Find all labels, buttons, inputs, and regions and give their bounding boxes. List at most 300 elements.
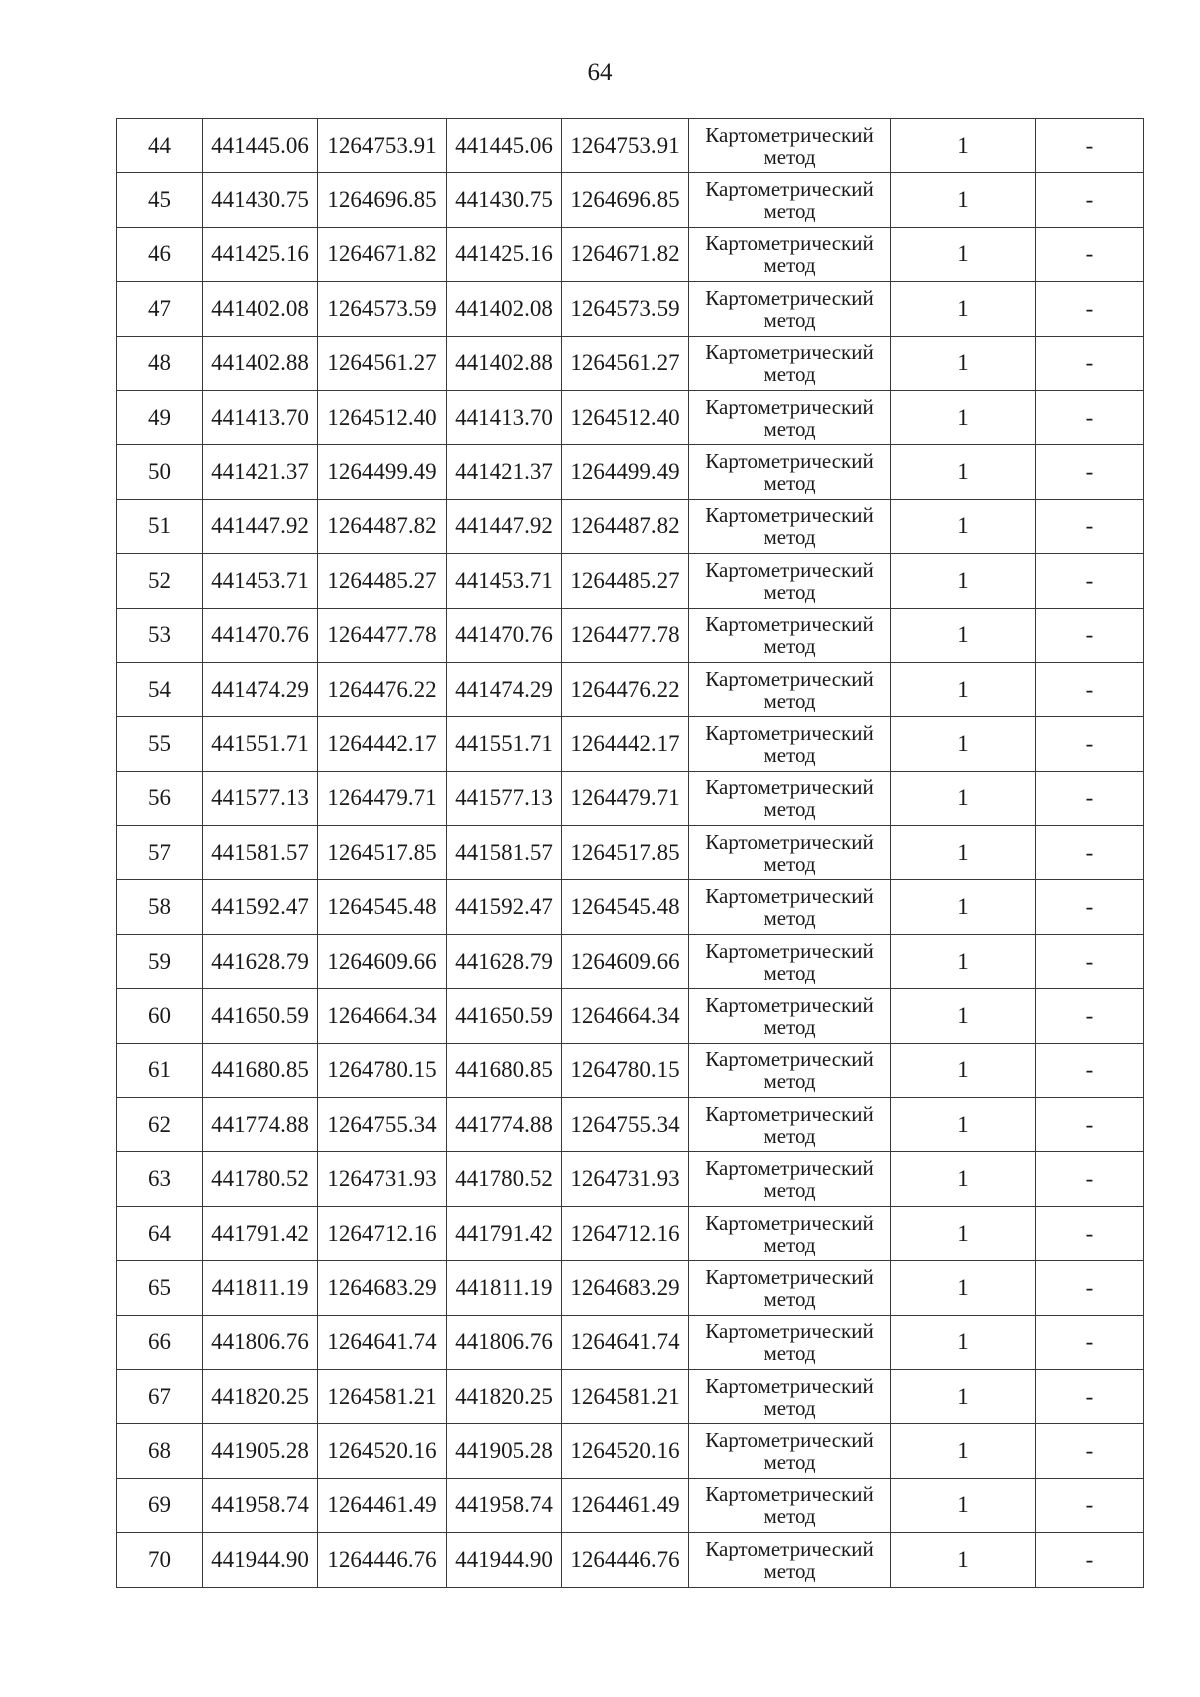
- method-line-2: метод: [763, 688, 816, 713]
- accuracy-cell: 1: [891, 608, 1036, 662]
- y-existing-cell: 1264671.82: [318, 227, 447, 281]
- method-line-2: метод: [763, 851, 816, 876]
- x-existing-cell: 441806.76: [203, 1315, 318, 1369]
- method-line-2: метод: [763, 797, 816, 822]
- method-cell: [689, 826, 891, 880]
- accuracy-cell: 1: [891, 554, 1036, 608]
- point-number-cell: 70: [117, 1533, 203, 1587]
- method-cell: [689, 390, 891, 444]
- x-new-cell: 441551.71: [447, 717, 562, 771]
- method-line-1: Картометрический: [705, 938, 874, 963]
- x-existing-cell: 441447.92: [203, 499, 318, 553]
- x-new-cell: 441650.59: [447, 989, 562, 1043]
- accuracy-cell: 1: [891, 499, 1036, 553]
- y-existing-cell: 1264664.34: [318, 989, 447, 1043]
- method-line-1: Картометрический: [705, 1047, 874, 1072]
- x-existing-cell: 441592.47: [203, 880, 318, 934]
- method-line-2: метод: [763, 144, 816, 169]
- note-cell: -: [1036, 282, 1144, 336]
- table-row: [117, 717, 1144, 771]
- method-cell: [689, 499, 891, 553]
- note-cell: -: [1036, 608, 1144, 662]
- accuracy-cell: 1: [891, 282, 1036, 336]
- accuracy-cell: 1: [891, 119, 1036, 173]
- accuracy-cell: 1: [891, 880, 1036, 934]
- note-cell: -: [1036, 771, 1144, 825]
- method-line-1: Картометрический: [705, 1156, 874, 1181]
- x-existing-cell: 441577.13: [203, 771, 318, 825]
- x-existing-cell: 441650.59: [203, 989, 318, 1043]
- accuracy-cell: 1: [891, 1098, 1036, 1152]
- point-number-cell: 66: [117, 1315, 203, 1369]
- table-row: [117, 282, 1144, 336]
- y-new-cell: 1264671.82: [562, 227, 689, 281]
- method-line-1: Картометрический: [705, 612, 874, 637]
- method-line-1: Картометрический: [705, 884, 874, 909]
- y-new-cell: 1264641.74: [562, 1315, 689, 1369]
- method-line-2: метод: [763, 362, 816, 387]
- table-row: [117, 390, 1144, 444]
- point-number-cell: 69: [117, 1478, 203, 1532]
- method-line-1: Картометрический: [705, 1482, 874, 1507]
- page-number: 64: [587, 59, 613, 86]
- y-existing-cell: 1264780.15: [318, 1043, 447, 1097]
- method-cell: [689, 1424, 891, 1478]
- point-number-cell: 61: [117, 1043, 203, 1097]
- point-number-cell: 49: [117, 390, 203, 444]
- y-new-cell: 1264477.78: [562, 608, 689, 662]
- method-cell: [689, 1098, 891, 1152]
- method-line-2: метод: [763, 307, 816, 332]
- point-number-cell: 46: [117, 227, 203, 281]
- method-cell: [689, 717, 891, 771]
- table-row: [117, 1478, 1144, 1532]
- point-number-cell: 65: [117, 1261, 203, 1315]
- table-row: [117, 336, 1144, 390]
- x-existing-cell: 441680.85: [203, 1043, 318, 1097]
- method-line-1: Картометрический: [705, 122, 874, 147]
- y-existing-cell: 1264573.59: [318, 282, 447, 336]
- y-new-cell: 1264499.49: [562, 445, 689, 499]
- x-new-cell: 441413.70: [447, 390, 562, 444]
- x-new-cell: 441628.79: [447, 934, 562, 988]
- note-cell: -: [1036, 826, 1144, 880]
- y-new-cell: 1264561.27: [562, 336, 689, 390]
- note-cell: -: [1036, 1315, 1144, 1369]
- note-cell: -: [1036, 1261, 1144, 1315]
- accuracy-cell: 1: [891, 662, 1036, 716]
- method-cell: [689, 1152, 891, 1206]
- method-cell: [689, 336, 891, 390]
- note-cell: -: [1036, 934, 1144, 988]
- x-new-cell: 441780.52: [447, 1152, 562, 1206]
- x-existing-cell: 441944.90: [203, 1533, 318, 1587]
- table-row: [117, 227, 1144, 281]
- point-number-cell: 52: [117, 554, 203, 608]
- x-existing-cell: 441820.25: [203, 1369, 318, 1423]
- point-number-cell: 57: [117, 826, 203, 880]
- method-line-1: Картометрический: [705, 503, 874, 528]
- note-cell: -: [1036, 1043, 1144, 1097]
- method-line-2: метод: [763, 1286, 816, 1311]
- x-new-cell: 441806.76: [447, 1315, 562, 1369]
- table-row: [117, 554, 1144, 608]
- method-line-1: Картометрический: [705, 666, 874, 691]
- x-existing-cell: 441474.29: [203, 662, 318, 716]
- accuracy-cell: 1: [891, 989, 1036, 1043]
- note-cell: -: [1036, 1478, 1144, 1532]
- method-line-2: метод: [763, 1450, 816, 1475]
- point-number-cell: 45: [117, 173, 203, 227]
- table-row: [117, 662, 1144, 716]
- method-line-1: Картометрический: [705, 775, 874, 800]
- table-row: [117, 989, 1144, 1043]
- accuracy-cell: 1: [891, 1369, 1036, 1423]
- point-number-cell: 53: [117, 608, 203, 662]
- x-new-cell: 441905.28: [447, 1424, 562, 1478]
- method-line-2: метод: [763, 1069, 816, 1094]
- x-existing-cell: 441628.79: [203, 934, 318, 988]
- note-cell: -: [1036, 989, 1144, 1043]
- point-number-cell: 58: [117, 880, 203, 934]
- y-new-cell: 1264487.82: [562, 499, 689, 553]
- y-new-cell: 1264517.85: [562, 826, 689, 880]
- table-row: [117, 771, 1144, 825]
- method-line-2: метод: [763, 416, 816, 441]
- point-number-cell: 55: [117, 717, 203, 771]
- point-number-cell: 47: [117, 282, 203, 336]
- accuracy-cell: 1: [891, 1478, 1036, 1532]
- point-number-cell: 44: [117, 119, 203, 173]
- x-new-cell: 441944.90: [447, 1533, 562, 1587]
- note-cell: -: [1036, 499, 1144, 553]
- table-row: [117, 1533, 1144, 1587]
- y-existing-cell: 1264755.34: [318, 1098, 447, 1152]
- y-new-cell: 1264446.76: [562, 1533, 689, 1587]
- point-number-cell: 51: [117, 499, 203, 553]
- y-existing-cell: 1264499.49: [318, 445, 447, 499]
- note-cell: -: [1036, 554, 1144, 608]
- note-cell: -: [1036, 173, 1144, 227]
- x-new-cell: 441402.08: [447, 282, 562, 336]
- method-line-2: метод: [763, 253, 816, 278]
- method-cell: [689, 445, 891, 499]
- y-new-cell: 1264753.91: [562, 119, 689, 173]
- table-body: [117, 119, 1144, 1588]
- y-new-cell: 1264683.29: [562, 1261, 689, 1315]
- method-cell: [689, 227, 891, 281]
- accuracy-cell: 1: [891, 227, 1036, 281]
- table-row: [117, 1206, 1144, 1260]
- coordinates-table: [116, 118, 1144, 1588]
- x-new-cell: 441402.88: [447, 336, 562, 390]
- method-line-2: метод: [763, 579, 816, 604]
- accuracy-cell: 1: [891, 1261, 1036, 1315]
- x-new-cell: 441680.85: [447, 1043, 562, 1097]
- table-row: [117, 119, 1144, 173]
- method-line-2: метод: [763, 1178, 816, 1203]
- table-row: [117, 1043, 1144, 1097]
- x-existing-cell: 441470.76: [203, 608, 318, 662]
- table-row: [117, 880, 1144, 934]
- note-cell: -: [1036, 1533, 1144, 1587]
- y-existing-cell: 1264477.78: [318, 608, 447, 662]
- y-existing-cell: 1264461.49: [318, 1478, 447, 1532]
- x-new-cell: 441592.47: [447, 880, 562, 934]
- method-line-1: Картометрический: [705, 1428, 874, 1453]
- table-row: [117, 1424, 1144, 1478]
- table-row: [117, 934, 1144, 988]
- method-line-2: метод: [763, 1504, 816, 1529]
- table-row: [117, 499, 1144, 553]
- y-new-cell: 1264485.27: [562, 554, 689, 608]
- x-new-cell: 441470.76: [447, 608, 562, 662]
- x-new-cell: 441447.92: [447, 499, 562, 553]
- x-new-cell: 441453.71: [447, 554, 562, 608]
- table-row: [117, 1369, 1144, 1423]
- y-existing-cell: 1264476.22: [318, 662, 447, 716]
- x-new-cell: 441445.06: [447, 119, 562, 173]
- method-cell: [689, 282, 891, 336]
- method-cell: [689, 608, 891, 662]
- x-existing-cell: 441402.88: [203, 336, 318, 390]
- method-line-1: Картометрический: [705, 1536, 874, 1561]
- table-row: [117, 608, 1144, 662]
- x-existing-cell: 441780.52: [203, 1152, 318, 1206]
- point-number-cell: 67: [117, 1369, 203, 1423]
- table-row: [117, 826, 1144, 880]
- method-cell: [689, 1478, 891, 1532]
- note-cell: -: [1036, 880, 1144, 934]
- y-new-cell: 1264512.40: [562, 390, 689, 444]
- point-number-cell: 50: [117, 445, 203, 499]
- accuracy-cell: 1: [891, 1206, 1036, 1260]
- x-new-cell: 441581.57: [447, 826, 562, 880]
- method-line-2: метод: [763, 634, 816, 659]
- y-existing-cell: 1264581.21: [318, 1369, 447, 1423]
- x-new-cell: 441577.13: [447, 771, 562, 825]
- y-new-cell: 1264755.34: [562, 1098, 689, 1152]
- x-existing-cell: 441958.74: [203, 1478, 318, 1532]
- method-line-2: метод: [763, 1232, 816, 1257]
- y-existing-cell: 1264485.27: [318, 554, 447, 608]
- y-new-cell: 1264780.15: [562, 1043, 689, 1097]
- method-line-2: метод: [763, 960, 816, 985]
- x-existing-cell: 441425.16: [203, 227, 318, 281]
- y-existing-cell: 1264442.17: [318, 717, 447, 771]
- y-new-cell: 1264520.16: [562, 1424, 689, 1478]
- method-line-1: Картометрический: [705, 1264, 874, 1289]
- y-new-cell: 1264712.16: [562, 1206, 689, 1260]
- x-existing-cell: 441445.06: [203, 119, 318, 173]
- method-line-1: Картометрический: [705, 720, 874, 745]
- table-row: [117, 445, 1144, 499]
- y-existing-cell: 1264487.82: [318, 499, 447, 553]
- y-new-cell: 1264545.48: [562, 880, 689, 934]
- note-cell: -: [1036, 1424, 1144, 1478]
- method-line-1: Картометрический: [705, 1210, 874, 1235]
- note-cell: -: [1036, 390, 1144, 444]
- x-existing-cell: 441774.88: [203, 1098, 318, 1152]
- method-line-1: Картометрический: [705, 449, 874, 474]
- x-new-cell: 441774.88: [447, 1098, 562, 1152]
- method-line-1: Картометрический: [705, 231, 874, 256]
- y-existing-cell: 1264696.85: [318, 173, 447, 227]
- y-new-cell: 1264664.34: [562, 989, 689, 1043]
- method-line-1: Картометрический: [705, 557, 874, 582]
- y-existing-cell: 1264517.85: [318, 826, 447, 880]
- accuracy-cell: 1: [891, 1152, 1036, 1206]
- accuracy-cell: 1: [891, 445, 1036, 499]
- y-new-cell: 1264609.66: [562, 934, 689, 988]
- table-row: [117, 1152, 1144, 1206]
- method-line-2: метод: [763, 525, 816, 550]
- y-existing-cell: 1264609.66: [318, 934, 447, 988]
- method-line-2: метод: [763, 906, 816, 931]
- method-line-2: метод: [763, 471, 816, 496]
- y-existing-cell: 1264712.16: [318, 1206, 447, 1260]
- point-number-cell: 60: [117, 989, 203, 1043]
- point-number-cell: 54: [117, 662, 203, 716]
- x-new-cell: 441811.19: [447, 1261, 562, 1315]
- y-new-cell: 1264461.49: [562, 1478, 689, 1532]
- accuracy-cell: 1: [891, 390, 1036, 444]
- method-line-1: Картометрический: [705, 394, 874, 419]
- table-row: [117, 173, 1144, 227]
- x-existing-cell: 441453.71: [203, 554, 318, 608]
- method-cell: [689, 1369, 891, 1423]
- method-line-2: метод: [763, 1558, 816, 1583]
- method-cell: [689, 173, 891, 227]
- method-cell: [689, 554, 891, 608]
- note-cell: -: [1036, 445, 1144, 499]
- method-cell: [689, 1043, 891, 1097]
- method-line-2: метод: [763, 1014, 816, 1039]
- y-new-cell: 1264731.93: [562, 1152, 689, 1206]
- y-existing-cell: 1264512.40: [318, 390, 447, 444]
- x-existing-cell: 441421.37: [203, 445, 318, 499]
- y-existing-cell: 1264561.27: [318, 336, 447, 390]
- method-cell: [689, 989, 891, 1043]
- x-existing-cell: 441811.19: [203, 1261, 318, 1315]
- accuracy-cell: 1: [891, 1043, 1036, 1097]
- note-cell: -: [1036, 227, 1144, 281]
- method-cell: [689, 771, 891, 825]
- point-number-cell: 68: [117, 1424, 203, 1478]
- y-existing-cell: 1264683.29: [318, 1261, 447, 1315]
- method-line-1: Картометрический: [705, 285, 874, 310]
- x-existing-cell: 441791.42: [203, 1206, 318, 1260]
- note-cell: -: [1036, 1152, 1144, 1206]
- method-line-1: Картометрический: [705, 829, 874, 854]
- method-line-1: Картометрический: [705, 992, 874, 1017]
- y-existing-cell: 1264731.93: [318, 1152, 447, 1206]
- note-cell: -: [1036, 662, 1144, 716]
- method-cell: [689, 119, 891, 173]
- point-number-cell: 56: [117, 771, 203, 825]
- x-existing-cell: 441905.28: [203, 1424, 318, 1478]
- accuracy-cell: 1: [891, 934, 1036, 988]
- y-new-cell: 1264696.85: [562, 173, 689, 227]
- y-new-cell: 1264573.59: [562, 282, 689, 336]
- point-number-cell: 63: [117, 1152, 203, 1206]
- point-number-cell: 48: [117, 336, 203, 390]
- y-new-cell: 1264476.22: [562, 662, 689, 716]
- note-cell: -: [1036, 1206, 1144, 1260]
- method-line-1: Картометрический: [705, 177, 874, 202]
- x-existing-cell: 441430.75: [203, 173, 318, 227]
- method-cell: [689, 934, 891, 988]
- method-cell: [689, 1533, 891, 1587]
- method-cell: [689, 880, 891, 934]
- y-existing-cell: 1264641.74: [318, 1315, 447, 1369]
- y-existing-cell: 1264753.91: [318, 119, 447, 173]
- accuracy-cell: 1: [891, 1533, 1036, 1587]
- method-cell: [689, 662, 891, 716]
- accuracy-cell: 1: [891, 717, 1036, 771]
- method-line-2: метод: [763, 742, 816, 767]
- method-line-1: Картометрический: [705, 1319, 874, 1344]
- note-cell: -: [1036, 1369, 1144, 1423]
- accuracy-cell: 1: [891, 173, 1036, 227]
- x-new-cell: 441820.25: [447, 1369, 562, 1423]
- note-cell: -: [1036, 1098, 1144, 1152]
- x-new-cell: 441791.42: [447, 1206, 562, 1260]
- y-existing-cell: 1264520.16: [318, 1424, 447, 1478]
- accuracy-cell: 1: [891, 826, 1036, 880]
- table-row: [117, 1261, 1144, 1315]
- method-cell: [689, 1315, 891, 1369]
- accuracy-cell: 1: [891, 771, 1036, 825]
- method-line-2: метод: [763, 1395, 816, 1420]
- method-line-2: метод: [763, 1123, 816, 1148]
- point-number-cell: 59: [117, 934, 203, 988]
- method-line-2: метод: [763, 199, 816, 224]
- y-new-cell: 1264479.71: [562, 771, 689, 825]
- method-line-1: Картометрический: [705, 1373, 874, 1398]
- y-existing-cell: 1264545.48: [318, 880, 447, 934]
- x-new-cell: 441430.75: [447, 173, 562, 227]
- table-row: [117, 1098, 1144, 1152]
- x-existing-cell: 441413.70: [203, 390, 318, 444]
- x-existing-cell: 441581.57: [203, 826, 318, 880]
- note-cell: -: [1036, 336, 1144, 390]
- accuracy-cell: 1: [891, 1424, 1036, 1478]
- method-cell: [689, 1206, 891, 1260]
- accuracy-cell: 1: [891, 336, 1036, 390]
- note-cell: -: [1036, 119, 1144, 173]
- x-new-cell: 441425.16: [447, 227, 562, 281]
- method-line-2: метод: [763, 1341, 816, 1366]
- x-existing-cell: 441551.71: [203, 717, 318, 771]
- y-new-cell: 1264442.17: [562, 717, 689, 771]
- y-existing-cell: 1264479.71: [318, 771, 447, 825]
- method-cell: [689, 1261, 891, 1315]
- method-line-1: Картометрический: [705, 1101, 874, 1126]
- note-cell: -: [1036, 717, 1144, 771]
- method-line-1: Картометрический: [705, 340, 874, 365]
- point-number-cell: 64: [117, 1206, 203, 1260]
- y-existing-cell: 1264446.76: [318, 1533, 447, 1587]
- x-new-cell: 441474.29: [447, 662, 562, 716]
- x-existing-cell: 441402.08: [203, 282, 318, 336]
- table-row: [117, 1315, 1144, 1369]
- accuracy-cell: 1: [891, 1315, 1036, 1369]
- point-number-cell: 62: [117, 1098, 203, 1152]
- y-new-cell: 1264581.21: [562, 1369, 689, 1423]
- x-new-cell: 441958.74: [447, 1478, 562, 1532]
- x-new-cell: 441421.37: [447, 445, 562, 499]
